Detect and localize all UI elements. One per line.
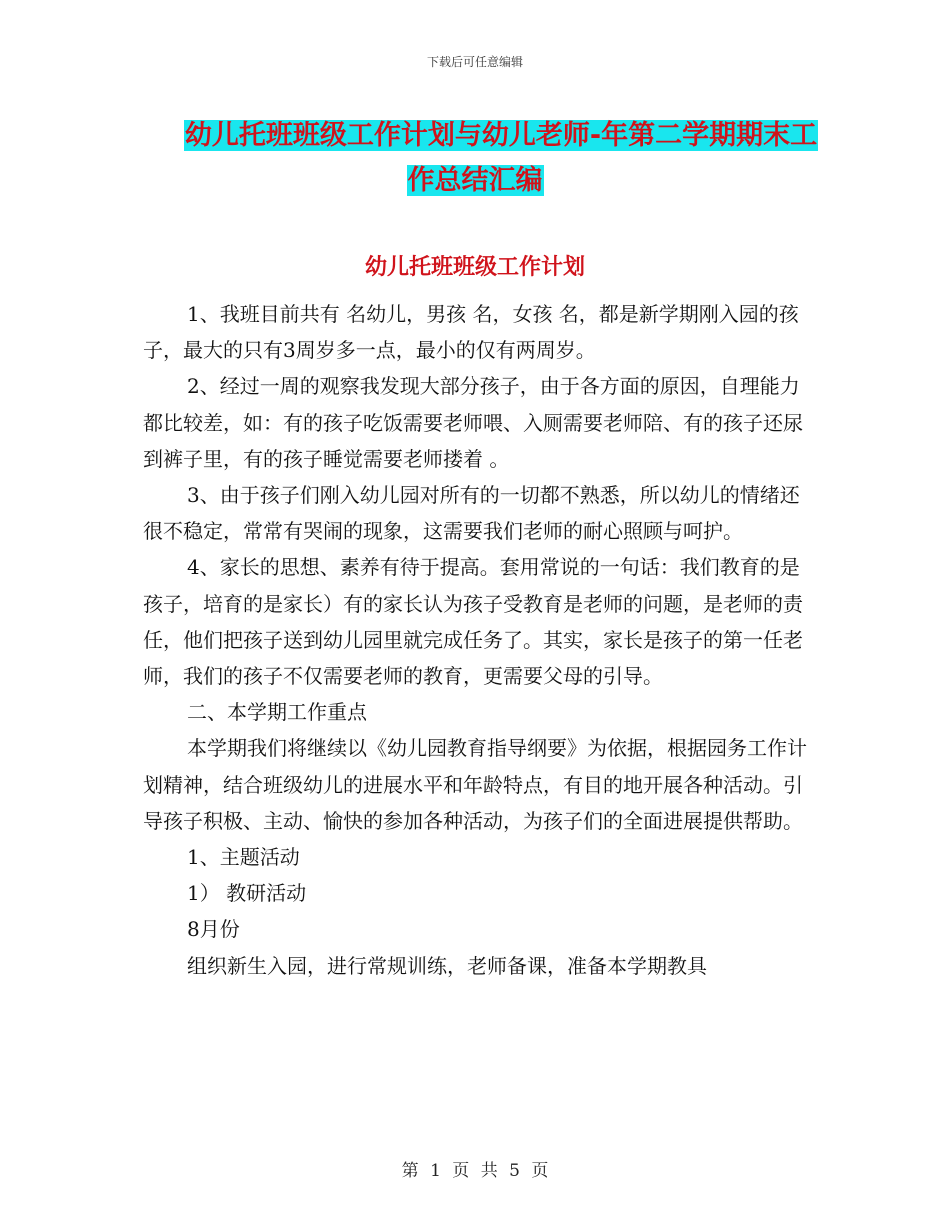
section-title: 幼儿托班班级工作计划 [364, 255, 585, 280]
paragraph: 二、本学期工作重点 [187, 700, 367, 725]
body-text [143, 296, 808, 984]
document-title-line2 [0, 158, 950, 197]
paragraph: 1） 教研活动 [187, 881, 307, 906]
paragraph: 1、主题活动 [187, 845, 300, 870]
document-title-text-1: 幼儿托班班级工作计划与幼儿老师-年第二学期期末工 [184, 120, 818, 151]
paragraph: 4、家长的思想、素养有待于提高。套用常说的一句话：我们教育的是孩子，培育的是家长）有的家长认为孩子受教育是老师的问题，是老师的责任，他们把孩子送到幼儿园里就完成任务了。其实，家长是孩子的第一任老师，我们的孩子不仅需要老师的教育，更需要父母的引导。 [143, 555, 803, 689]
paragraph: 组织新生入园，进行常规训练，老师备课，准备本学期教具 [187, 953, 707, 978]
header-note: 下载后可任意编辑 [426, 55, 523, 69]
paragraph: 2、经过一周的观察我发现大部分孩子，由于各方面的原因，自理能力都比较差，如：有的孩子吃饭需要老师喂、入厕需要老师陪、有的孩子还尿到裤子里，有的孩子睡觉需要老师搂着 。 [143, 374, 803, 471]
paragraph: 本学期我们将继续以《幼儿园教育指导纲要》为依据，根据园务工作计划精神，结合班级幼儿的进展水平和年龄特点，有目的地开展各种活动。引导孩子积极、主动、愉快的参加各种活动，为孩子们的全面进展提供帮助。 [143, 736, 807, 833]
paragraph: 3、由于孩子们刚入幼儿园对所有的一切都不熟悉，所以幼儿的情绪还很不稳定，常常有哭闹的现象，这需要我们老师的耐心照顾与呵护。 [143, 483, 800, 544]
document-title-text-2: 作总结汇编 [407, 165, 543, 196]
paragraph: 1、我班目前共有 名幼儿，男孩 名，女孩 名，都是新学期刚入园的孩子，最大的只有3周岁多一点，最小的仅有两周岁。 [143, 302, 799, 363]
document-title-line1 [26, 113, 950, 152]
page-footer: 第 1 页 共 5 页 [401, 1161, 549, 1181]
paragraph: 8月份 [187, 917, 240, 942]
